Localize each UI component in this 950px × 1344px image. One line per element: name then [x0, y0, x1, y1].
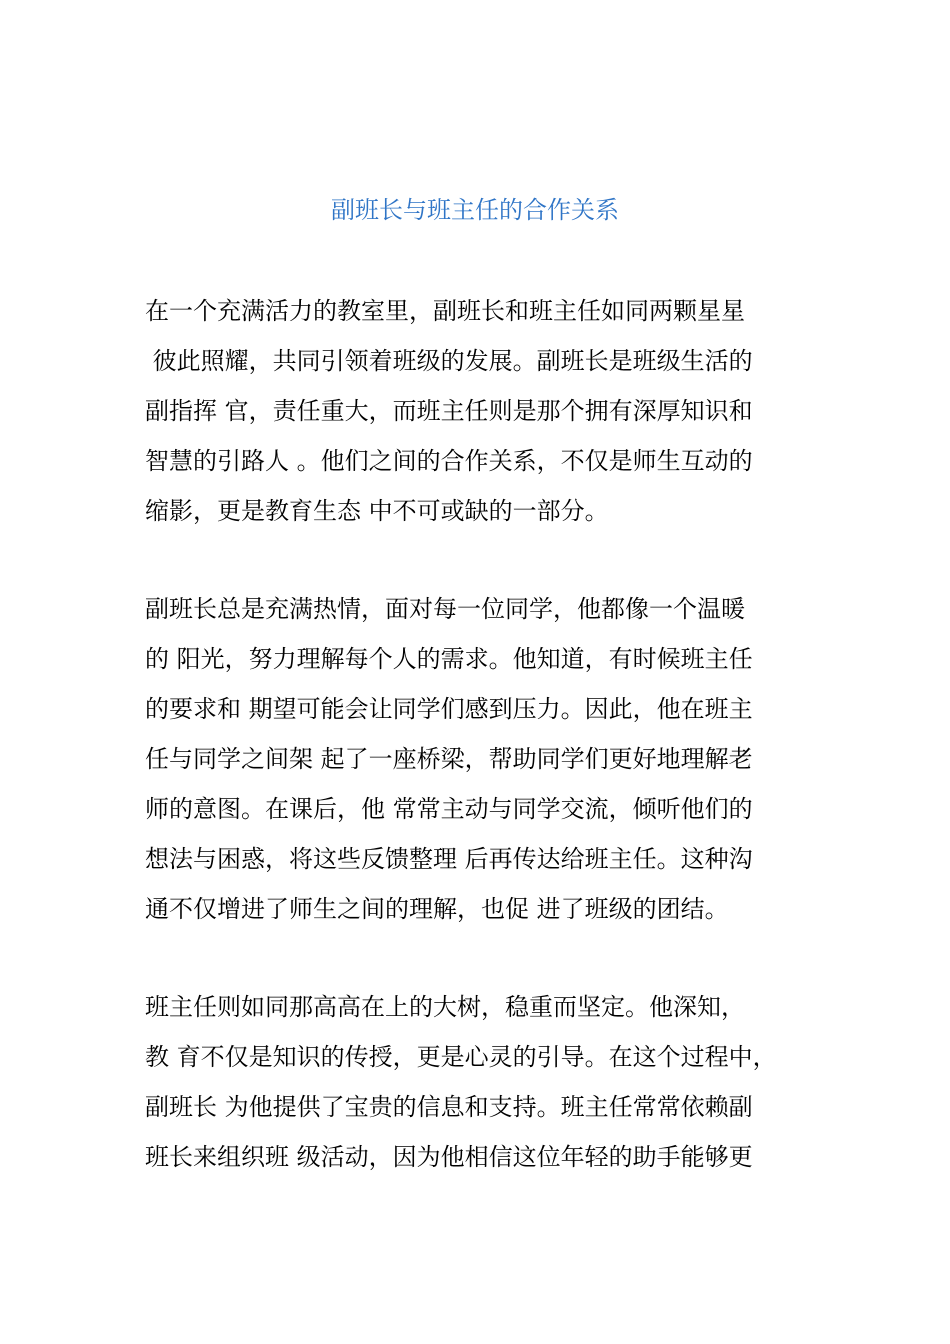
paragraph-line: 彼此照耀，共同引领着班级的发展。副班长是班级生活的: [145, 347, 753, 375]
paragraph-line: 副指挥 官，责任重大，而班主任则是那个拥有深厚知识和: [145, 397, 753, 425]
paragraph-line: 任与同学之间架 起了一座桥梁，帮助同学们更好地理解老: [145, 745, 753, 773]
paragraph-line: 班长来组织班 级活动，因为他相信这位年轻的助手能够更: [145, 1143, 753, 1171]
paragraph-line: 师的意图。在课后，他 常常主动与同学交流，倾听他们的: [145, 795, 753, 823]
paragraph-line: 副班长总是充满热情，面对每一位同学，他都像一个温暖: [145, 595, 745, 623]
paragraph-line: 缩影，更是教育生态 中不可或缺的一部分。: [145, 497, 609, 525]
paragraph-1: [145, 286, 825, 536]
paragraph-2: [145, 584, 825, 934]
paragraph-line: 副班长 为他提供了宝贵的信息和支持。班主任常常依赖副: [145, 1093, 753, 1121]
paragraph-line: 通不仅增进了师生之间的理解，也促 进了班级的团结。: [145, 895, 729, 923]
paragraph-line: 想法与困惑，将这些反馈整理 后再传达给班主任。这种沟: [145, 845, 753, 873]
paragraph-line: 智慧的引路人 。他们之间的合作关系，不仅是师生互动的: [145, 447, 753, 475]
paragraph-line: 的 阳光，努力理解每个人的需求。他知道，有时候班主任: [145, 645, 753, 673]
document-title: 副班长与班主任的合作关系: [331, 196, 619, 224]
paragraph-line: 在一个充满活力的教室里，副班长和班主任如同两颗星星: [145, 297, 745, 325]
paragraph-line: 教 育不仅是知识的传授，更是心灵的引导。在这个过程中，: [145, 1043, 777, 1071]
paragraph-line: 的要求和 期望可能会让同学们感到压力。因此，他在班主: [145, 695, 753, 723]
paragraph-line: 班主任则如同那高高在上的大树，稳重而坚定。他深知，: [145, 993, 745, 1021]
paragraph-3: [145, 982, 825, 1182]
